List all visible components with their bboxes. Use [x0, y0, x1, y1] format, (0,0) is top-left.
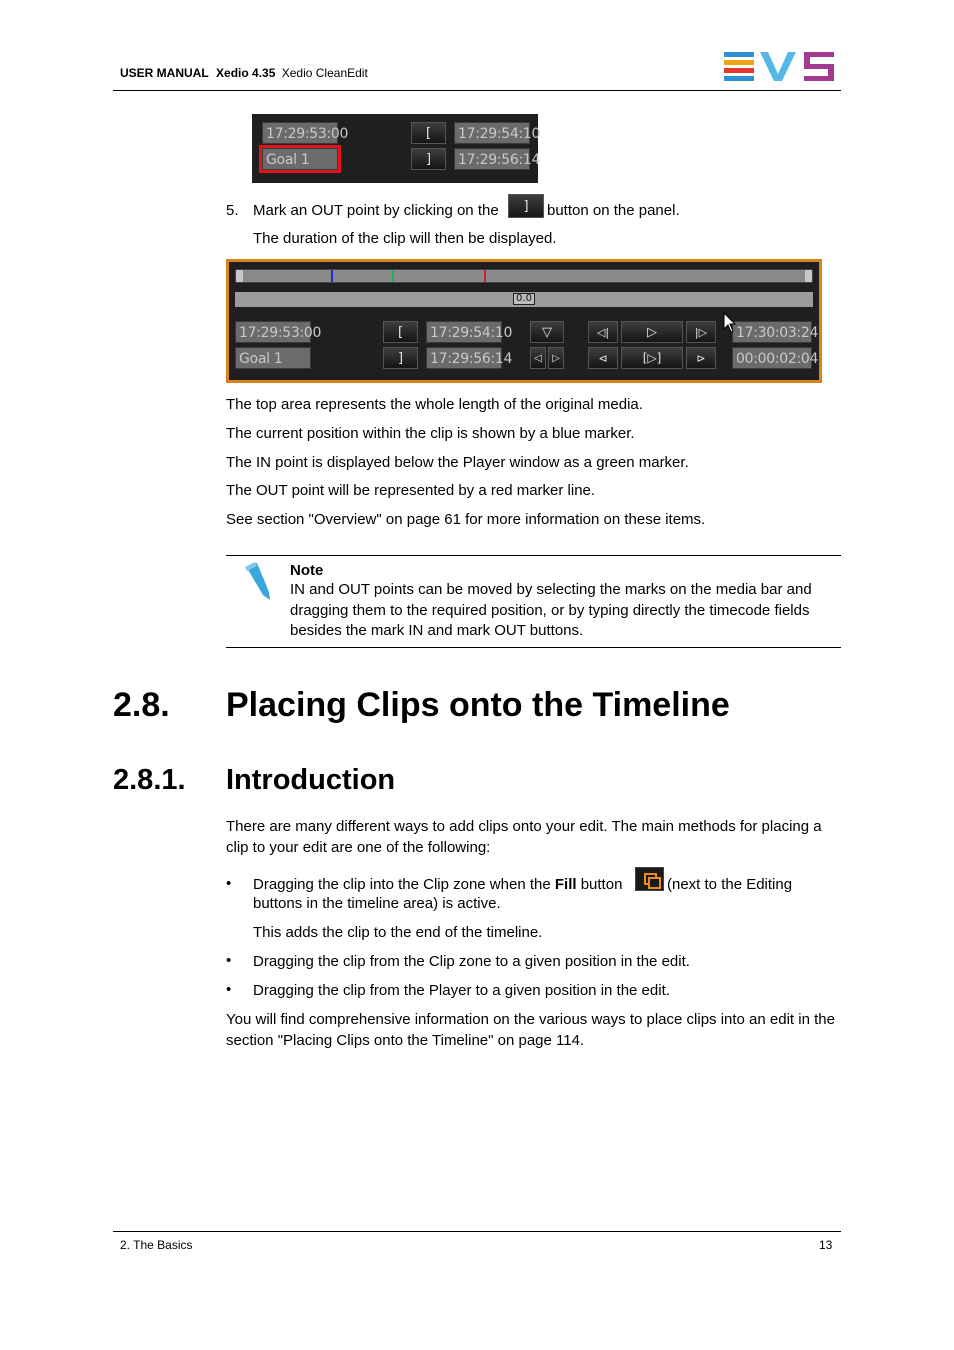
step-5-text-after: button on the panel.	[547, 202, 680, 219]
bullet-dot-1: •	[226, 875, 232, 892]
position-display: 0.0	[513, 293, 535, 305]
running-header	[120, 66, 368, 80]
bullet-1-line-2: buttons in the timeline area) is active.	[253, 895, 501, 912]
clip-bar[interactable]	[235, 292, 813, 307]
clip-name-highlight	[259, 145, 341, 173]
section-number: 2.8.	[113, 686, 170, 724]
frame-back-icon[interactable]: ◁|	[588, 321, 618, 343]
go-to-in-icon[interactable]: ⊲	[588, 347, 618, 369]
note-title: Note	[290, 562, 324, 579]
explanation-1: The top area represents the whole length of the original media.	[226, 396, 643, 413]
player-clip-name[interactable]: Goal 1	[235, 347, 311, 369]
player-mark-out-value[interactable]: 17:29:56:14	[426, 347, 502, 369]
bullet-2: Dragging the clip from the Clip zone to a given position in the edit.	[253, 953, 690, 970]
in-timecode-field[interactable]: 17:29:53:00	[262, 122, 338, 144]
player-panel-screenshot	[226, 259, 822, 383]
evs-logo	[724, 52, 836, 82]
bullet-1-followup: This adds the clip to the end of the timeline.	[253, 924, 543, 941]
go-to-out-icon[interactable]: ⊳	[686, 347, 716, 369]
mark-in-value-field[interactable]: 17:29:54:10	[454, 122, 530, 144]
bullet-1-fill: Fill	[554, 876, 577, 893]
play-in-out-icon[interactable]: [▷]	[621, 347, 683, 369]
bullet-dot-3: •	[226, 981, 232, 998]
pencil-icon	[243, 562, 273, 602]
clip-name-field[interactable]: Goal 1	[262, 148, 338, 170]
page-number: 13	[819, 1238, 833, 1252]
explanation-2: The current position within the clip is shown by a blue marker.	[226, 425, 635, 442]
mark-in-button[interactable]: [	[411, 122, 446, 144]
bullet-1-before: Dragging the clip into the Clip zone when the	[253, 876, 551, 893]
step-back-icon[interactable]: ◁	[530, 347, 546, 369]
player-mark-out-button[interactable]: ]	[383, 347, 418, 369]
note-top-rule	[226, 555, 841, 556]
step-5-text-before: Mark an OUT point by clicking on the	[253, 202, 499, 219]
frame-forward-icon[interactable]: |▷	[686, 321, 716, 343]
dropdown-triangle-icon[interactable]: ▽	[530, 321, 564, 343]
header-manual-label: USER MANUAL	[120, 66, 209, 80]
header-product: Xedio 4.35	[216, 66, 276, 80]
media-bar[interactable]	[235, 269, 813, 283]
in-point-marker[interactable]	[392, 270, 394, 282]
current-timecode-field[interactable]: 17:30:03:24	[732, 321, 812, 343]
duration-field[interactable]: 00:00:02:04	[732, 347, 812, 369]
section-title: Placing Clips onto the Timeline	[226, 686, 730, 724]
bullet-1-line-1	[253, 875, 622, 895]
explanation-5: See section "Overview" on page 61 for more information on these items.	[226, 511, 706, 528]
step-number: 5.	[226, 202, 239, 219]
subsection-number: 2.8.1.	[113, 764, 186, 796]
mark-out-inline-icon: ]	[508, 194, 544, 218]
step-5-text	[253, 201, 499, 221]
explanation-3: The IN point is displayed below the Player window as a green marker.	[226, 454, 689, 471]
play-icon[interactable]: ▷	[621, 321, 683, 343]
closing-paragraph: You will find comprehensive information on the various ways to place clips into an edit in the section "Placing Clips onto the Timeline" on page 114.	[226, 1011, 835, 1049]
bullet-1-mid: button	[580, 876, 623, 893]
step-forward-icon[interactable]: ▷	[548, 347, 564, 369]
subsection-title: Introduction	[226, 764, 396, 796]
mouse-cursor-icon	[723, 312, 737, 334]
footer-chapter: 2. The Basics	[120, 1238, 193, 1252]
bullet-1-after: (next to the Editing	[667, 876, 793, 893]
player-in-timecode[interactable]: 17:29:53:00	[235, 321, 311, 343]
note-bottom-rule	[226, 647, 841, 648]
media-bar-start-handle[interactable]	[236, 270, 243, 282]
bullet-3: Dragging the clip from the Player to a given position in the edit.	[253, 982, 670, 999]
mark-out-button[interactable]: ]	[411, 148, 446, 170]
footer-rule	[113, 1231, 841, 1232]
fill-button-icon	[635, 867, 664, 891]
mark-out-value-field[interactable]: 17:29:56:14	[454, 148, 530, 170]
header-module: Xedio CleanEdit	[281, 66, 368, 80]
note-body: IN and OUT points can be moved by selecting the marks on the media bar and dragging them to the required position, or by typing directly the timecode fields besides the mark IN and mark OUT buttons.	[290, 581, 812, 639]
media-bar-end-handle[interactable]	[805, 270, 812, 282]
bullet-dot-2: •	[226, 952, 232, 969]
step-5-followup: The duration of the clip will then be displayed.	[253, 230, 557, 247]
player-mark-in-value[interactable]: 17:29:54:10	[426, 321, 502, 343]
player-mark-in-button[interactable]: [	[383, 321, 418, 343]
mark-panel-screenshot	[252, 114, 541, 183]
explanation-4: The OUT point will be represented by a red marker line.	[226, 482, 596, 499]
intro-paragraph: There are many different ways to add clips onto your edit. The main methods for placing a clip to your edit are one of the following:	[226, 818, 822, 856]
header-rule	[113, 90, 841, 91]
out-point-marker[interactable]	[484, 270, 486, 282]
position-marker[interactable]	[331, 270, 333, 282]
